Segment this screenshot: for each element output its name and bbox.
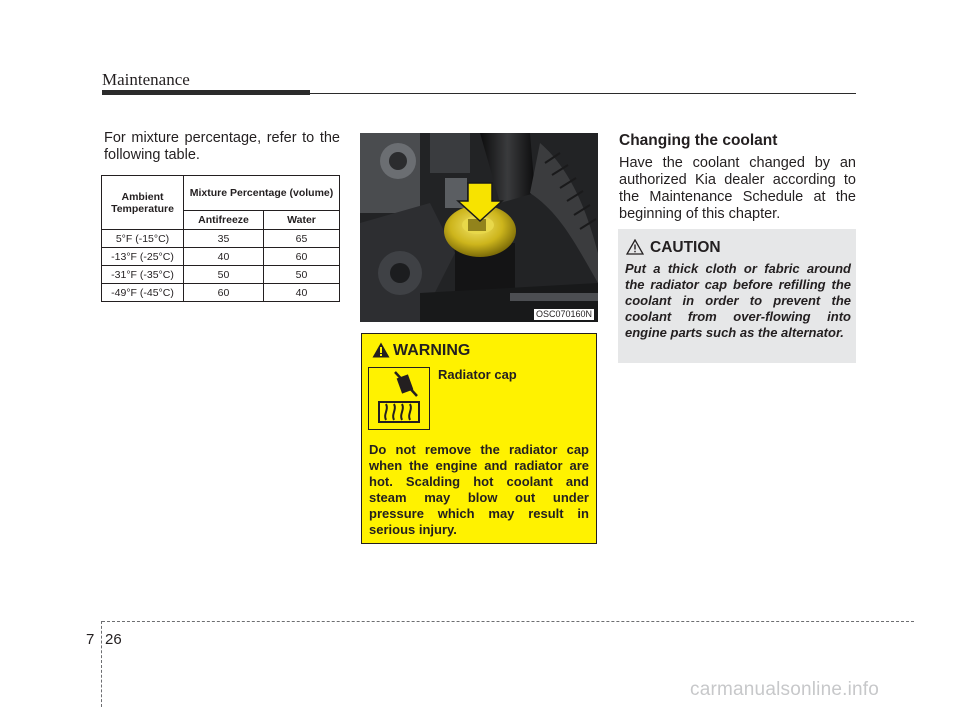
mixture-percentage-header: Mixture Percentage (volume) <box>184 176 340 211</box>
temperature-cell: 5°F (-15°C) <box>102 230 184 248</box>
warning-body: Do not remove the radiator cap when the engine and radiator are hot. Scalding hot coolant and steam may blow out under pressure which may result in serious injury. <box>369 442 589 537</box>
water-cell: 50 <box>264 266 340 284</box>
radiator-hot-icon-frame <box>368 367 430 430</box>
warning-subtitle: Radiator cap <box>438 367 517 382</box>
caution-body: Put a thick cloth or fabric around the radiator cap before refilling the coolant in order to prevent the coolant from over-flowing into engine parts such as the alternator. <box>625 261 851 340</box>
water-cell: 65 <box>264 230 340 248</box>
antifreeze-header: Antifreeze <box>184 211 264 230</box>
section-title: Maintenance <box>102 70 190 89</box>
antifreeze-cell: 50 <box>184 266 264 284</box>
intro-text: For mixture percentage, refer to the following table. <box>104 130 340 163</box>
photo-code: OSC070160N <box>536 309 593 319</box>
footer-vertical-rule <box>101 621 102 707</box>
changing-coolant-heading: Changing the coolant <box>619 132 778 149</box>
caution-triangle-icon <box>626 239 644 255</box>
temperature-cell: -31°F (-35°C) <box>102 266 184 284</box>
table-row <box>102 248 340 266</box>
antifreeze-cell: 40 <box>184 248 264 266</box>
header-rule-thick <box>102 90 310 95</box>
water-header: Water <box>264 211 340 230</box>
watermark: carmanualsonline.info <box>690 679 880 700</box>
warning-triangle-icon <box>372 342 390 358</box>
page-number: 26 <box>105 631 122 648</box>
water-cell: 60 <box>264 248 340 266</box>
caution-title: CAUTION <box>650 239 721 256</box>
engine-illustration <box>360 133 598 322</box>
temperature-cell: -49°F (-45°C) <box>102 284 184 302</box>
table-row <box>102 284 340 302</box>
engine-bay-photo <box>360 133 598 322</box>
warning-title: WARNING <box>393 342 471 359</box>
table-row <box>102 230 340 248</box>
radiator-hot-icon <box>369 368 429 429</box>
header-rule-thin <box>310 93 856 94</box>
table-row <box>102 266 340 284</box>
antifreeze-cell: 60 <box>184 284 264 302</box>
mixture-table <box>101 175 340 302</box>
temperature-cell: -13°F (-25°C) <box>102 248 184 266</box>
antifreeze-cell: 35 <box>184 230 264 248</box>
changing-coolant-body: Have the coolant changed by an authorized Kia dealer according to the Maintenance Schedule at the beginning of this chapter. <box>619 155 856 222</box>
ambient-temperature-header: Ambient Temperature <box>102 176 184 230</box>
water-cell: 40 <box>264 284 340 302</box>
chapter-number: 7 <box>86 631 95 648</box>
footer-rule <box>102 621 914 622</box>
